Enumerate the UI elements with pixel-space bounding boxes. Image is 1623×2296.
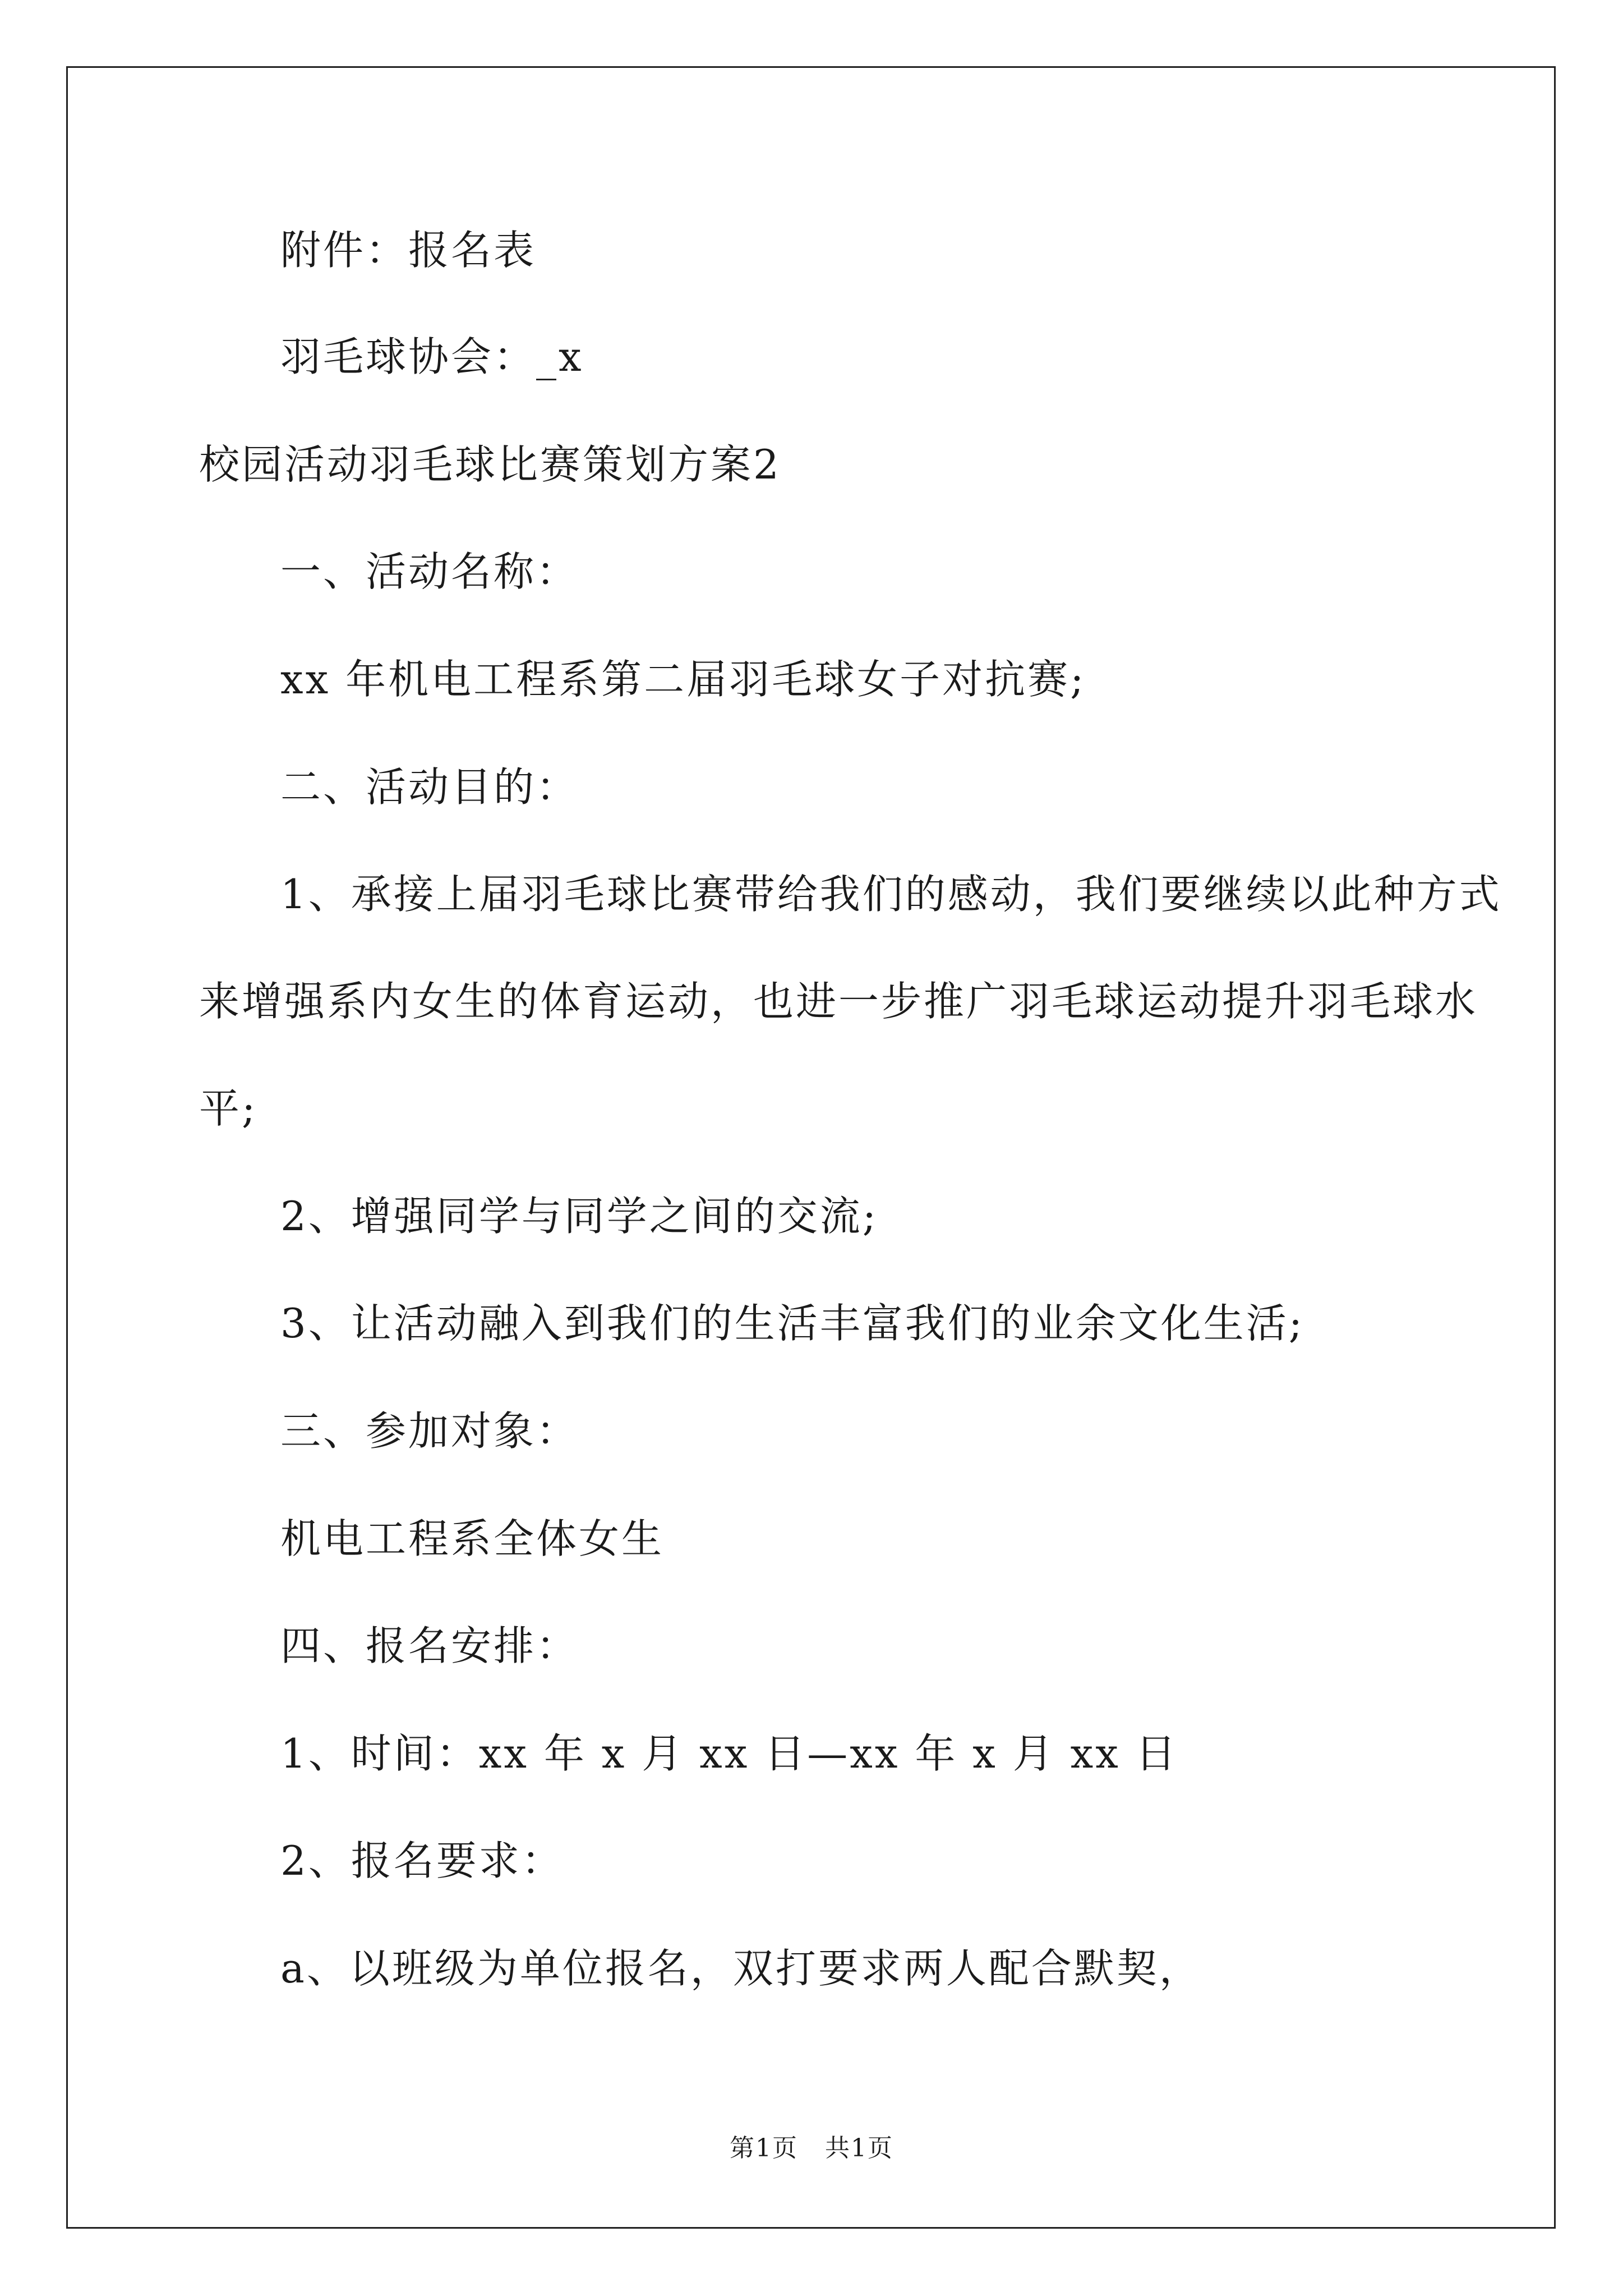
activity-name-text: xx 年机电工程系第二届羽毛球女子对抗赛; (280, 656, 1086, 703)
heading-activity-purpose: 二、活动目的： (280, 763, 579, 811)
page-footer (0, 2136, 1623, 2161)
requirement-item-a: a、以班级为单位报名，双打要求两人配合默契， (280, 1945, 1202, 1992)
purpose-item-3: 3、让活动融入到我们的生活丰富我们的业余文化生活; (280, 1300, 1305, 1347)
heading-activity-name: 一、活动名称： (280, 548, 579, 595)
purpose-paragraph-line-2: 来增强系内女生的体育运动，也进一步推广羽毛球运动提升羽毛球水 (199, 978, 1478, 1025)
section-title: 校园活动羽毛球比赛策划方案2 (199, 441, 781, 488)
purpose-paragraph-line-3: 平; (199, 1085, 258, 1132)
page-number: 第1页 (730, 2134, 798, 2162)
page-border (66, 66, 1556, 2229)
participants-text: 机电工程系全体女生 (280, 1515, 665, 1562)
registration-time: 1、时间：xx 年 x 月 xx 日—xx 年 x 月 xx 日 (280, 1730, 1178, 1777)
heading-participants: 三、参加对象： (280, 1407, 579, 1455)
heading-registration: 四、报名安排： (280, 1622, 579, 1669)
association-line: 羽毛球协会：_x (280, 333, 584, 380)
purpose-paragraph-line-1: 1、承接上届羽毛球比赛带给我们的感动，我们要继续以此种方式 (280, 871, 1502, 918)
attachment-line: 附件：报名表 (280, 227, 537, 274)
registration-requirements: 2、报名要求： (280, 1837, 564, 1884)
page-total: 共1页 (825, 2134, 893, 2162)
purpose-item-2: 2、增强同学与同学之间的交流; (280, 1193, 879, 1240)
